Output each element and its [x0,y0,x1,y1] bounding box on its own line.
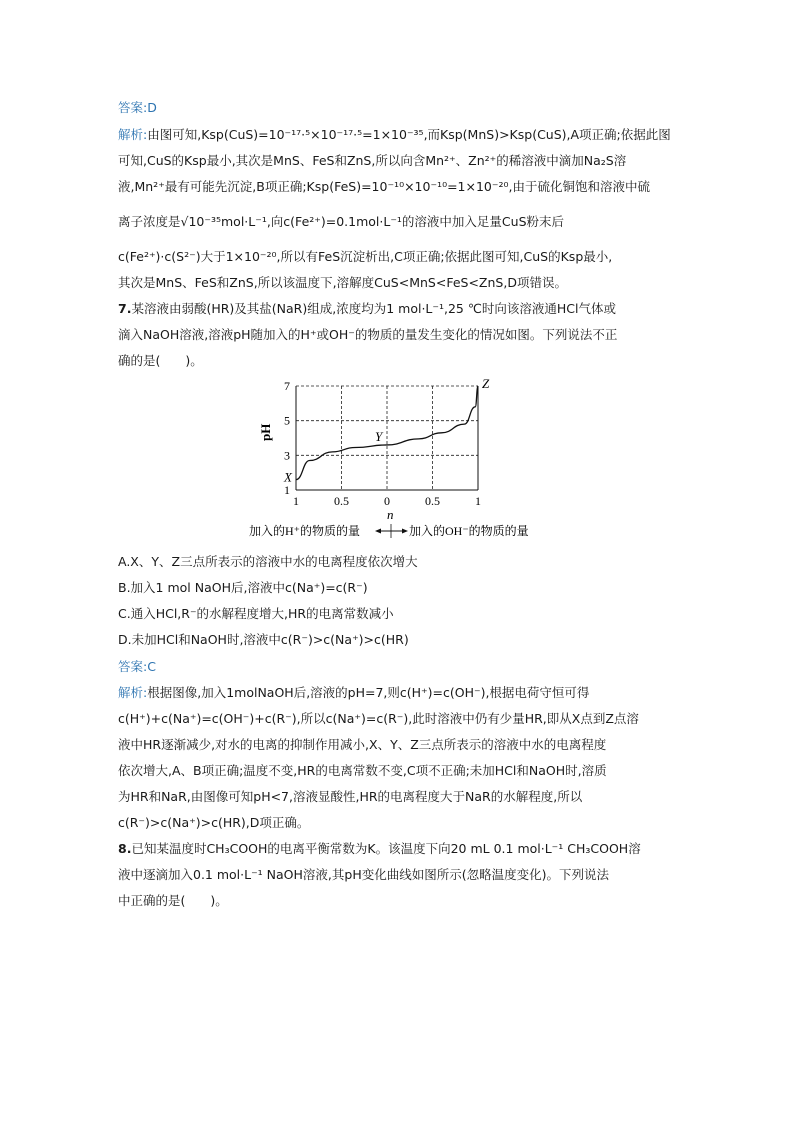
analysis-label: 解析: [118,685,148,700]
point-label-y: Y [375,428,383,444]
y-axis-label: pH [258,423,273,441]
option-D: D.未加HCl和NaOH时,溶液中c(R⁻)>c(Na⁺)>c(HR) [118,632,409,647]
option-B: B.加入1 mol NaOH后,溶液中c(Na⁺)=c(R⁻) [118,580,368,595]
analysis-text: c(Fe²⁺)·c(S²⁻)大于1×10⁻²⁰,所以有FeS沉淀析出,C项正确;依据此图可知,CuS的Ksp最小, [118,249,613,264]
question-text: 确的是( )。 [118,353,203,368]
chart-grid [296,386,478,490]
point-label-z: Z [482,376,490,391]
point-label-x: X [284,469,292,485]
analysis-text: c(R⁻)>c(Na⁺)>c(HR),D项正确。 [118,815,310,830]
question-text: 液中逐滴加入0.1 mol·L⁻¹ NaOH溶液,其pH变化曲线如图所示(忽略温度变化)。下列说法 [118,867,609,882]
question-text: 已知某温度时CH₃COOH的电离平衡常数为K。该温度下向20 mL 0.1 mol·L⁻¹ CH₃COOH溶 [131,841,641,856]
question-text: 中正确的是( )。 [118,893,228,908]
analysis-text: 根据图像,加入1molNaOH后,溶液的pH=7,则c(H⁺)=c(OH⁻),根据电荷守恒可得 [147,685,590,700]
answer-label: 答案:C [118,659,156,674]
answer-label: 答案:D [118,100,157,115]
x-axis-label: n [387,507,394,522]
analysis-text: 可知,CuS的Ksp最小,其次是MnS、FeS和ZnS,所以向含Mn²⁺、Zn²⁺的稀溶液中滴加Na₂S溶 [118,153,627,168]
analysis-label: 解析: [118,127,148,142]
analysis-line [118,126,671,144]
x-tick-labels [293,494,481,508]
x-tick-label: 0 [384,494,390,508]
y-tick-label: 1 [284,483,290,497]
analysis-text: 为HR和NaR,由图像可知pH<7,溶液显酸性,HR的电离程度大于NaR的水解程度,所以 [118,789,583,804]
double-arrow-icon [375,524,408,538]
x-tick-label: 0.5 [425,494,440,508]
ph-chart [0,370,794,540]
analysis-text: 由图可知,Ksp(CuS)=10⁻¹⁷·⁵×10⁻¹⁷·⁵=1×10⁻³⁵,而Ksp(MnS)>Ksp(CuS),A项正确;依据此图 [147,127,671,142]
question-text: 滴入NaOH溶液,溶液pH随加入的H⁺或OH⁻的物质的量发生变化的情况如图。下列说法不正 [118,327,618,342]
analysis-text: 离子浓度是√10⁻³⁵mol·L⁻¹,向c(Fe²⁺)=0.1mol·L⁻¹的溶液中加入足量CuS粉末后 [118,214,565,229]
x-tick-label: 1 [293,494,299,508]
y-tick-label: 5 [284,413,290,428]
question-number: 7. [118,301,132,316]
analysis-text: c(H⁺)+c(Na⁺)=c(OH⁻)+c(R⁻),所以c(Na⁺)=c(R⁻),此时溶液中仍有少量HR,即从X点到Z点溶 [118,711,639,726]
y-tick-label: 3 [284,448,290,463]
analysis-line [118,684,589,702]
option-A: A.X、Y、Z三点所表示的溶液中水的电离程度依次增大 [118,554,418,569]
analysis-text: 液中HR逐渐减少,对水的电离的抑制作用减小,X、Y、Z三点所表示的溶液中水的电离程度 [118,737,607,752]
x-tick-label: 0.5 [334,494,349,508]
analysis-text: 其次是MnS、FeS和ZnS,所以该温度下,溶解度CuS<MnS<FeS<ZnS,D项错误。 [118,275,567,290]
point-labels [283,376,490,485]
y-tick-label: 7 [284,379,290,393]
caption-right: 加入的OH⁻的物质的量 [409,524,529,538]
x-tick-label: 1 [475,494,481,508]
question-text: 某溶液由弱酸(HR)及其盐(NaR)组成,浓度均为1 mol·L⁻¹,25 ℃时向该溶液通HCl气体或 [131,301,616,316]
question-stem [118,840,641,858]
caption-left: 加入的H⁺的物质的量 [249,524,361,538]
question-number: 8. [118,841,132,856]
option-C: C.通入HCl,R⁻的水解程度增大,HR的电离常数减小 [118,606,394,621]
analysis-text: 依次增大,A、B项正确;温度不变,HR的电离常数不变,C项不正确;未加HCl和NaOH时,溶质 [118,763,607,778]
analysis-text: 液,Mn²⁺最有可能先沉淀,B项正确;Ksp(FeS)=10⁻¹⁰×10⁻¹⁰=1×10⁻²⁰,由于硫化铜饱和溶液中硫 [118,179,650,194]
question-stem [118,300,616,318]
